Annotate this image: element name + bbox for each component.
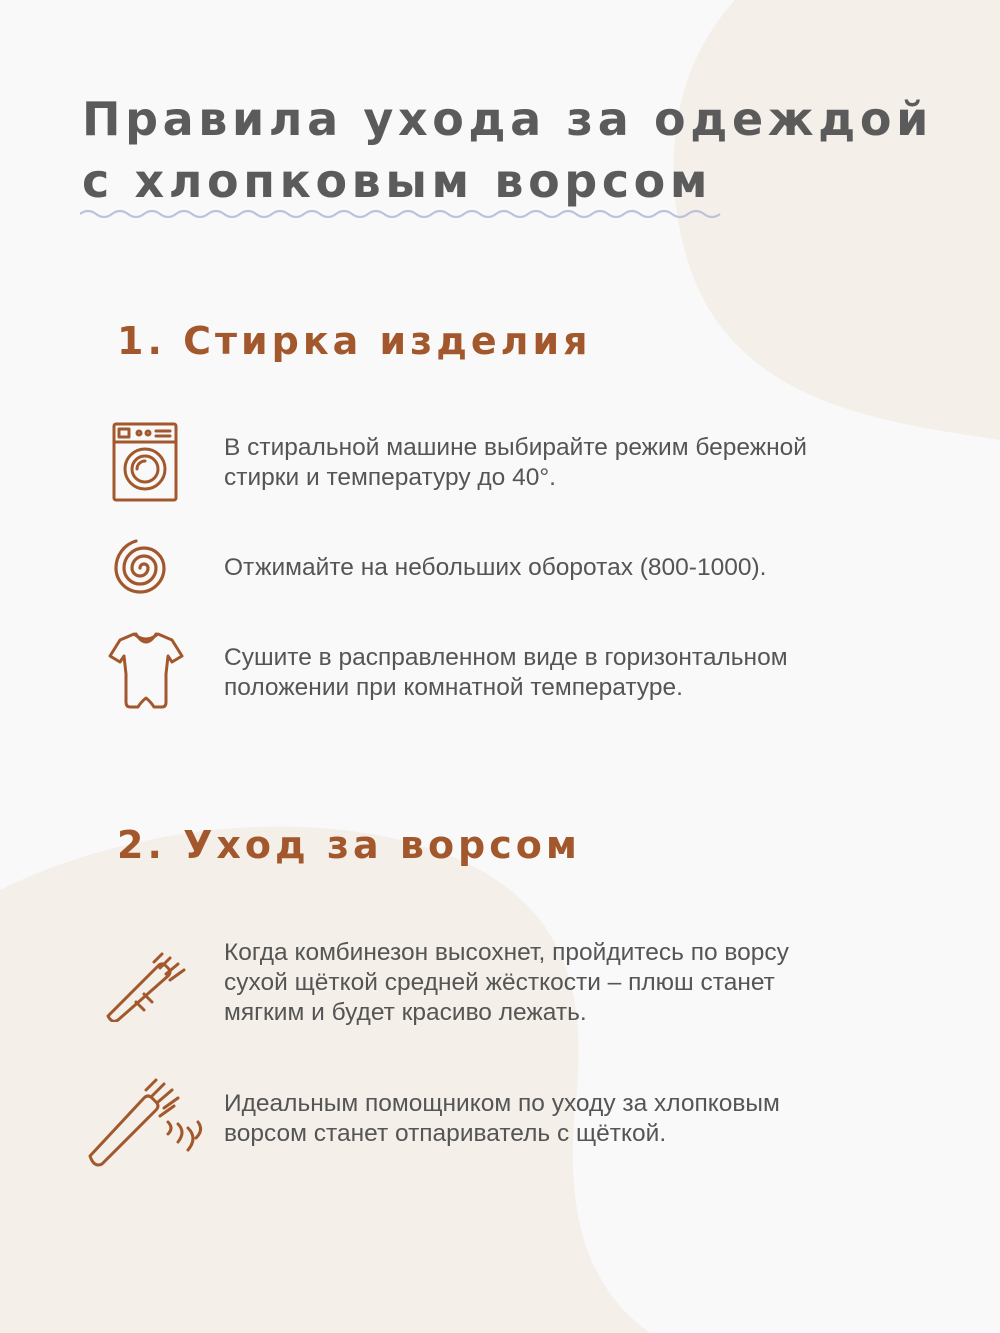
- drying-instruction: Сушите в расправленном виде в горизонтальном положении при комнатной температуре.: [224, 644, 788, 701]
- washing-instruction: В стиральной машине выбирайте режим бережной стирки и температуру до 40°.: [224, 434, 807, 491]
- spin-instruction: Отжимайте на небольших оборотах (800-1000).: [224, 554, 767, 581]
- brushing-instruction: Когда комбинезон высохнет, пройдитесь по ворсу сухой щёткой средней жёсткости – плюш станет мягким и будет красиво лежать.: [224, 939, 789, 1026]
- baby-romper-icon: [106, 630, 186, 710]
- steamer-brush-icon: [84, 1076, 206, 1168]
- section-title-pile-care: 2. Уход за ворсом: [117, 823, 581, 867]
- page-title-line-1: Правила ухода за одеждой: [82, 92, 933, 146]
- section-title-washing: 1. Стирка изделия: [117, 319, 592, 363]
- page-title-line-2: с хлопковым ворсом: [82, 154, 713, 208]
- steamer-instruction: Идеальным помощником по уходу за хлопковым ворсом станет отпариватель с щёткой.: [224, 1090, 780, 1147]
- spin-spiral-icon: [108, 532, 180, 604]
- brush-icon: [104, 946, 188, 1022]
- washing-machine-icon: [112, 422, 178, 502]
- title-wave-underline: [80, 206, 726, 222]
- page-title: [82, 88, 933, 212]
